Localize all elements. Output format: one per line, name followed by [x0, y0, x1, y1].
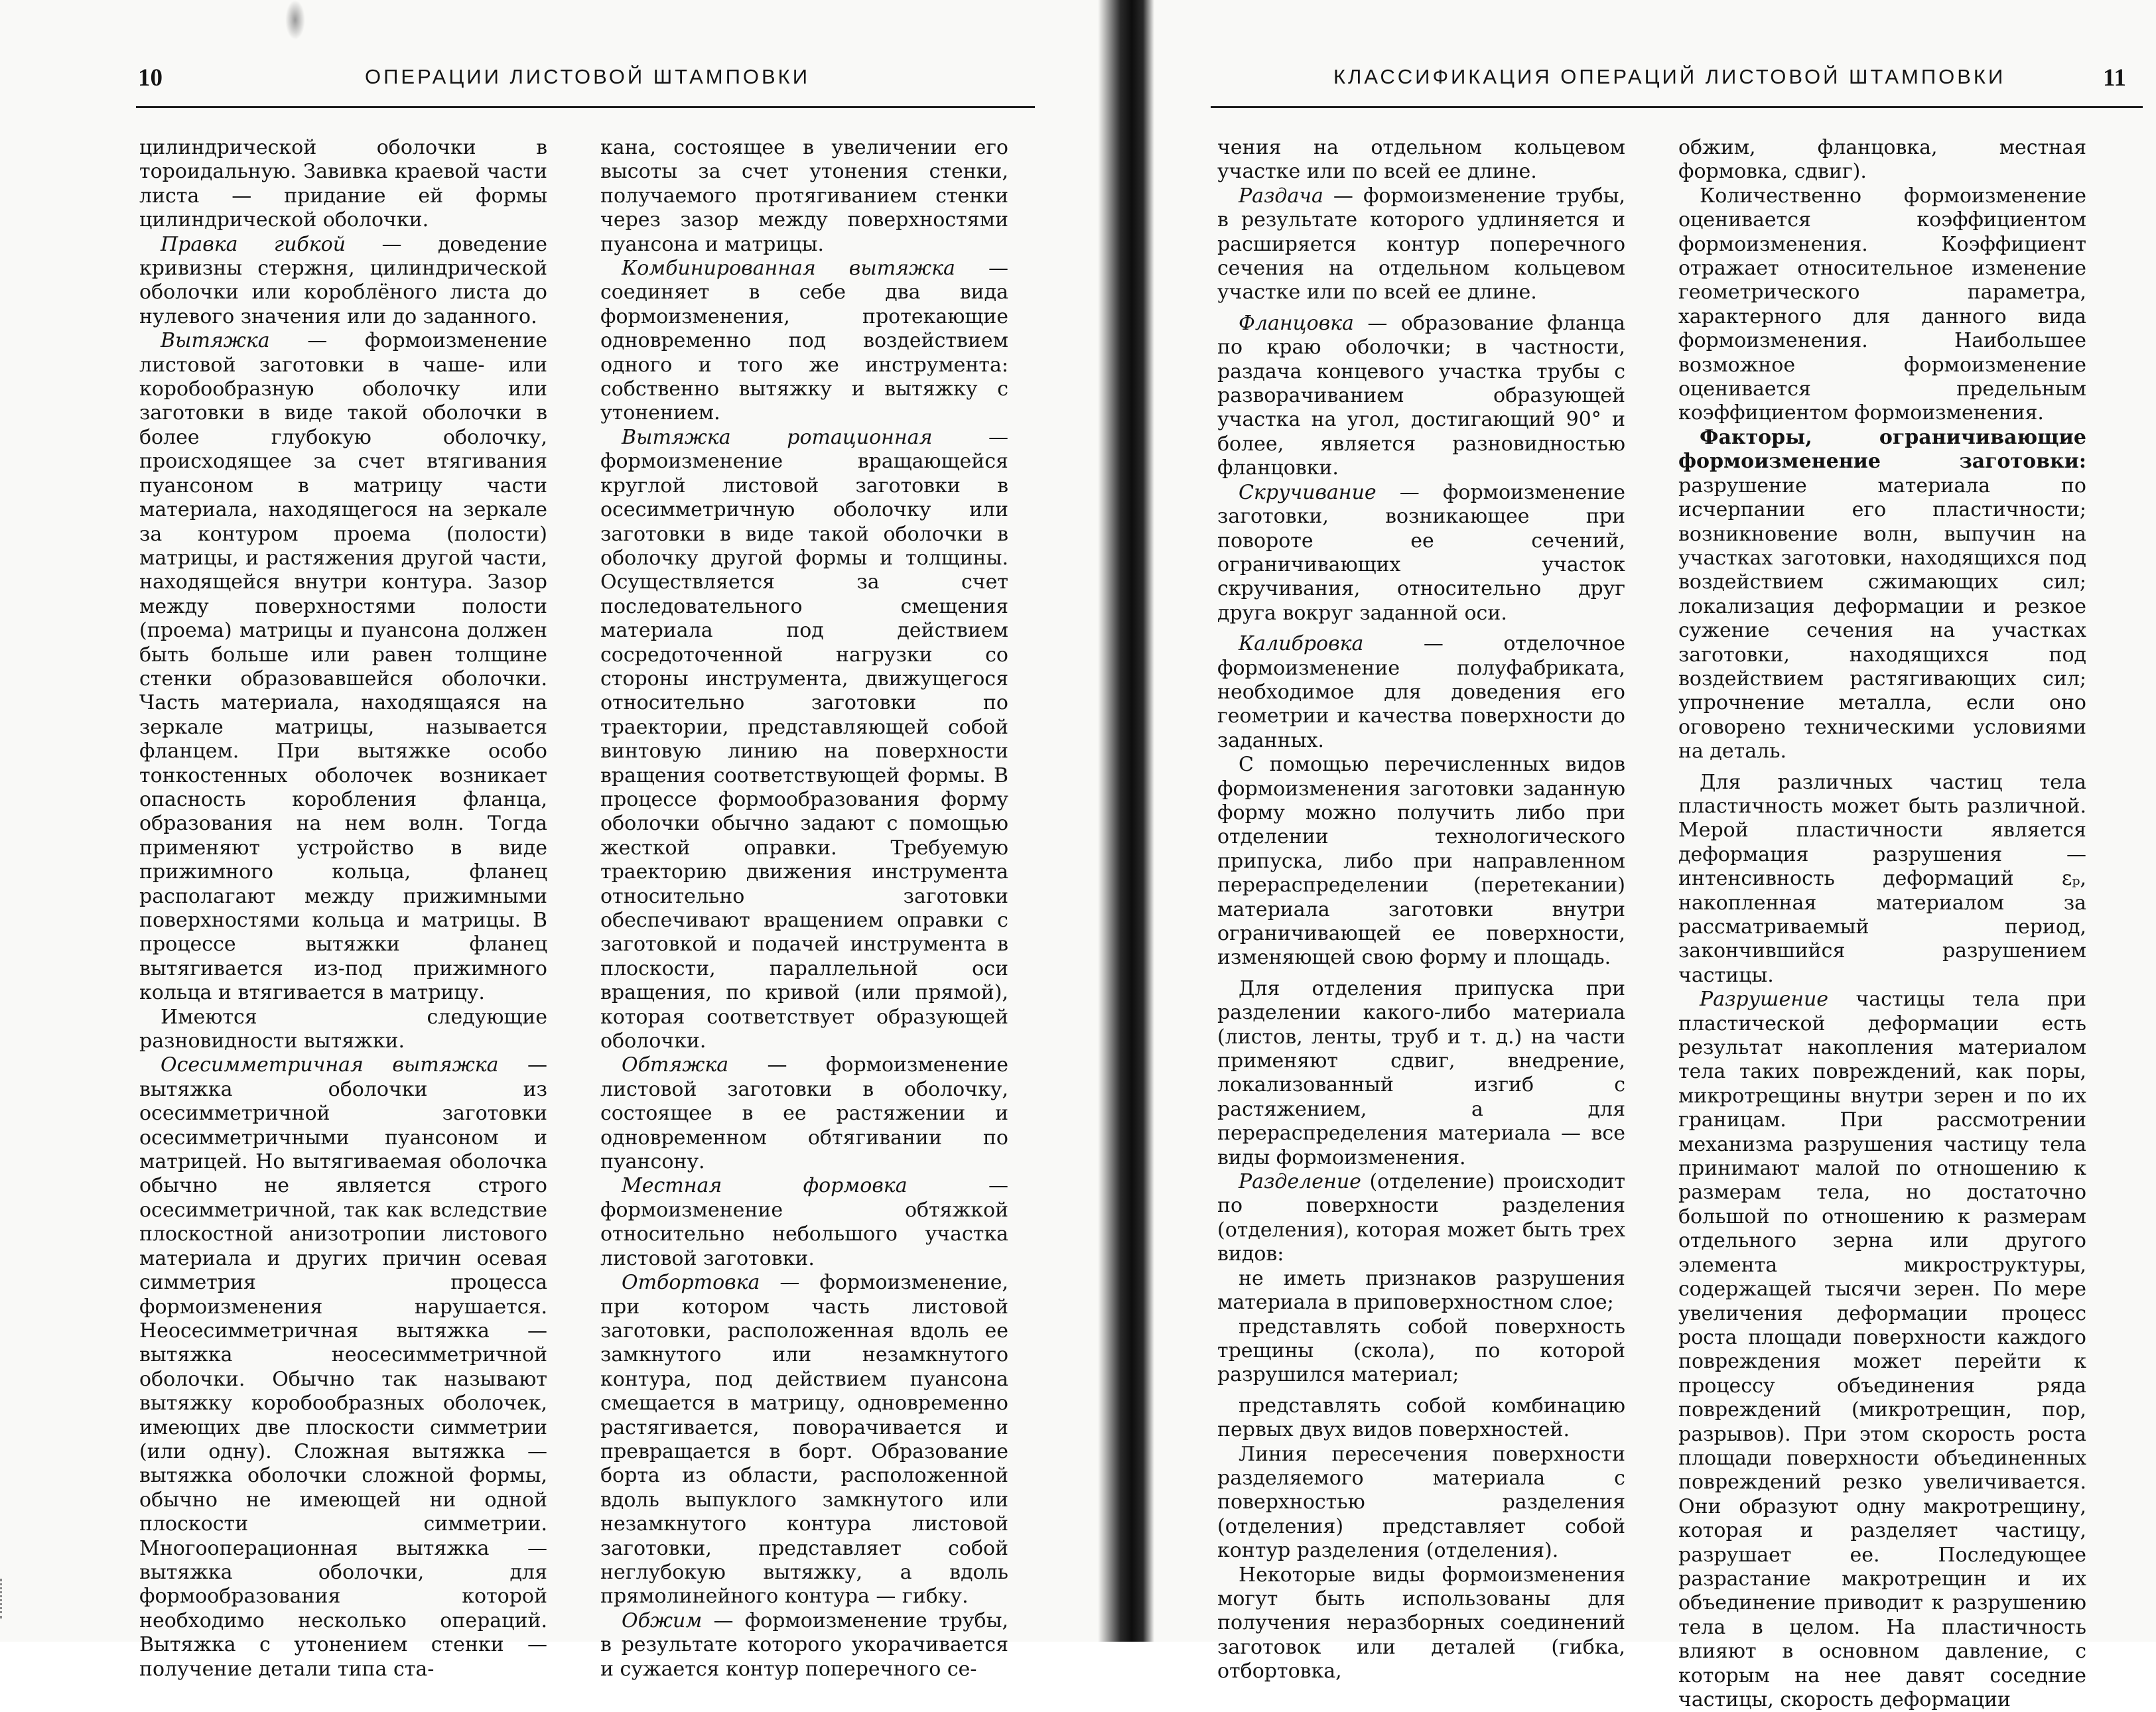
paragraph — [1217, 977, 1625, 1170]
term-italic: Отбортовка — [622, 1271, 760, 1295]
paragraph-text: — вытяжка оболочки из осесимметричной заготовки осесимметричными пуансоном и матрицей. Но вытягиваемая оболочка обычно не является строго осесимметричной, так как вследствие плоскостной анизотропии листового материала и других причин осевая симметрия процесса формоизменения нарушается. Неосесимметричная вытяжка — вытяжка неосесимметричной оболочки. Обычно так называют вытяжку коробообразных оболочек, имеющих две плоскости симметрии (или одну). Сложная вытяжка — вытяжка оболочки сложной формы, обычно не имеющей ни одной плоскости симметрии. Многооперационная вытяжка — вытяжка оболочки, для формообразования которой необходимо несколько операций. Вытяжка с утонением стенки — получение детали типа ста- — [139, 1053, 547, 1681]
term-italic: Раздача — [1239, 184, 1323, 208]
paragraph — [139, 1006, 547, 1054]
right-page-number: 11 — [2103, 64, 2126, 92]
paragraph-text: обжим, фланцовка, местная формовка, сдвиг). — [1678, 136, 2086, 184]
continued-paragraph — [139, 136, 547, 233]
paragraph-text: — формоизменение листовой заготовки в чаше- или коробообразную оболочку или заготовки в виде такой оболочки в более глубокую оболочку, происходящее за счет втягивания пуансоном в матрицу части материала, находящегося на зеркале за контуром проема (полости) матрицы, и растяжения другой части, находящейся внутри контура. Зазор между поверхностями полости (проема) матрицы и пуансона должен быть больше или равен толщине стенки образовавшейся оболочки. Часть материала, находящаяся на зеркале матрицы, называется фланцем. При вытяжке особо тонкостенных оболочек возникает опасность коробления фланца, образования на нем волн. Тогда применяют устройство в виде прижимного кольца, фланец располагают между прижимными поверхностями кольца и матрицы. В процессе вытяжки фланец вытягивается из-под прижимного кольца и втягивается в матрицу. — [139, 329, 547, 1005]
paragraph-text: — формоизменение трубы, в результате которого удлиняется и расширяется контур поперечного сечения на отдельном кольцевом участке или по всей ее длине. — [1217, 184, 1625, 304]
paragraph-text: — формоизменение вращающейся круглой листовой заготовки в осесимметричную оболочку или заготовки в виде такой оболочки в оболочку другой формы и толщины. Осуществляется за счет последовательного смещения материала под действием сосредоточенной нагрузки со стороны инструмента, движущегося относительно заготовки по траектории, представляющей собой винтовую линию на поверхности вращения соответствующей формы. В процессе формообразования форму оболочки обычно задают с помощью жесткой оправки. Требуемую траекторию движения инструмента относительно заготовки обеспечивают вращением оправки с заготовкой и подачей инструмента в плоскости, параллельной оси вращения, по кривой (или прямой), которая соответствует образующей оболочки. — [600, 425, 1008, 1053]
paragraph — [1217, 1267, 1625, 1315]
term-italic: Разделение — [1239, 1170, 1361, 1194]
right-column-1 — [1217, 136, 1625, 1683]
paragraph-text: — образование фланца по краю оболочки; в частности, раздача концевого участка трубы с разворачиванием образующей участка на угол, достигающий 90° и более, является разновидностью фланцовки. — [1217, 311, 1625, 480]
paragraph-text: Имеются следующие разновидности вытяжки. — [139, 1005, 547, 1053]
paragraph — [139, 329, 547, 1005]
paragraph — [139, 1053, 547, 1681]
right-page — [1154, 0, 2156, 1711]
term-italic: Скручивание — [1239, 480, 1377, 504]
paragraph-text: разрушение материала по исчерпании его пластичности; возникновение волн, выпучин на участках заготовки, находящихся под воздействием сжимающих сил; локализация деформации и резкое сужение сечения на участках заготовки, находящихся под воздействием растягивающих сил; упрочнение металла, если оно оговорено техническими условиями на деталь. — [1678, 474, 2086, 763]
left-header-rule — [136, 106, 1035, 108]
term-italic: Обжим — [622, 1609, 703, 1632]
paragraph — [600, 1271, 1008, 1609]
paragraph — [1678, 771, 2086, 988]
paragraph-text: Некоторые виды формоизменения могут быть использованы для получения неразборных соединений заготовок или деталей (гибка, отбортовка, — [1217, 1563, 1625, 1683]
paragraph-text: Линия пересечения поверхности разделяемого материала с поверхностью разделения (отделения) представляет собой контур разделения (отделения). — [1217, 1442, 1625, 1563]
term-italic: Вытяжка — [161, 329, 270, 353]
paragraph — [1217, 1563, 1625, 1684]
paragraph-text: чения на отдельном кольцевом участке или по всей ее длине. — [1217, 136, 1625, 184]
paragraph-text: представлять собой комбинацию первых двух видов поверхностей. — [1217, 1394, 1625, 1442]
scan-edge-marks — [0, 1579, 4, 1618]
paragraph-text: кана, состоящее в увеличении его высоты за счет утонения стенки, получаемого протягиванием стенки через зазор между поверхностями пуансона и матрицы. — [600, 136, 1008, 256]
paragraph-text: — формоизменение, при котором часть листовой заготовки, расположенная вдоль ее замкнутого или незамкнутого контура, под действием пуансона смещается в матрицу, одновременно растягивается, поворачивается и превращается в борт. Образование борта из области, расположенной вдоль выпуклого замкнутого или незамкнутого контура листовой заготовки, представляет собой неглубокую вытяжку, а вдоль прямолинейного контура — гибку. — [600, 1271, 1008, 1609]
paragraph — [1217, 1443, 1625, 1563]
paragraph-text: частицы тела при пластической деформации есть результат накопления материалом тела таких повреждений, как поры, микротрещины внутри зерен и по их границам. При рассмотрении механизма разрушения частицу тела принимают малой по отношению к размерам тела, но достаточно большой по отношению к размерам отдельного зерна или другого элемента микроструктуры, содержащей тысячи зерен. По мере увеличения деформации процесс роста площади поверхности каждого повреждения может перейти к процессу объединения ряда повреждений (микротрещин, пор, разрывов). При этом скорость роста площади поверхности объединенных повреждений резко увеличивается. Они образуют одну макротрещину, которая и разделяет частицу, разрушает ее. Последующее разрастание макротрещин и их объединение приводит к разрушению тела в целом. На пластичность влияют в основном давление, с которым на нее давят соседние частицы, скорость деформации — [1678, 988, 2086, 1711]
paragraph-text: Для отделения припуска при разделении какого-либо материала (листов, ленты, труб и т. д.) на части применяют сдвиг, внедрение, локализованный изгиб с растяжением, а для перераспределения материала — все виды формоизменения. — [1217, 976, 1625, 1169]
paragraph — [600, 1053, 1008, 1174]
continued-paragraph — [1217, 136, 1625, 184]
paragraph — [600, 257, 1008, 426]
paragraph-text: — соединяет в себе два вида формоизменения, протекающие одновременно под воздействием одного и того же инструмента: собственно вытяжку и вытяжку с утонением. — [600, 257, 1008, 425]
paragraph-text: — формоизменение трубы, в результате которого укорачивается и сужается контур поперечного се- — [600, 1609, 1008, 1681]
paragraph — [600, 426, 1008, 1054]
term-italic: Фланцовка — [1239, 311, 1354, 335]
paragraph-text: — доведение кривизны стержня, цилиндрической оболочки или короблёного листа до нулевого значения или до заданного. — [139, 232, 548, 328]
right-header-rule — [1211, 106, 2143, 108]
paragraph-text: (отделение) происходит по поверхности разделения (отделения), которая может быть трех видов: — [1217, 1170, 1625, 1266]
term-italic: Правка гибкой — [161, 232, 346, 256]
paragraph — [1217, 184, 1625, 305]
left-running-head: ОПЕРАЦИИ ЛИСТОВОЙ ШТАМПОВКИ — [365, 65, 810, 88]
paragraph-text: С помощью перечисленных видов формоизменения заготовки заданную форму можно получить либо при отделении технологического припуска, либо при направленном перераспределении (перетекании) материала заготовки внутри ограничивающей ее поверхности, изменяющей свою форму и площадь. — [1217, 753, 1625, 970]
paragraph — [1217, 1315, 1625, 1388]
paragraph — [600, 1174, 1008, 1271]
term-italic: Обтяжка — [622, 1053, 729, 1077]
paragraph-text: Количественно формоизменение оценивается коэффициентом формоизменения. Коэффициент отражает относительное изменение геометрического параметра, характерного для данного вида формоизменения. Наибольшее возможное формоизменение оценивается предельным коэффициентом формоизменения. — [1678, 184, 2086, 425]
paragraph — [1217, 753, 1625, 970]
book-gutter — [1098, 0, 1154, 1642]
paragraph-text: — формоизменение заготовки, возникающее при повороте ее сечений, ограничивающих участок скручивания, относительно друг друга вокруг заданной оси. — [1217, 480, 1625, 625]
right-column-2 — [1678, 136, 2086, 1711]
term-bold: Факторы, ограничивающие формоизменение заготовки: — [1678, 425, 2086, 474]
paragraph — [1217, 1394, 1625, 1443]
paragraph-text: — отделочное формоизменение полуфабриката, необходимое для доведения его геометрии и качества поверхности до заданных. — [1217, 632, 1625, 752]
paragraph — [1678, 988, 2086, 1712]
paragraph-text: — формоизменение обтяжкой относительно небольшого участка листовой заготовки. — [600, 1174, 1008, 1270]
paragraph-text: — формоизменение листовой заготовки в оболочку, состоящее в ее растяжении и одновременном обтягивании по пуансону. — [600, 1053, 1008, 1174]
continued-paragraph — [1678, 136, 2086, 184]
paragraph — [1217, 632, 1625, 753]
paragraph-text: представлять собой поверхность трещины (скола), по которой разрушился материал; — [1217, 1315, 1625, 1387]
paragraph-text: цилиндрической оболочки в тороидальную. Завивка краевой части листа — придание ей формы цилиндрической оболочки. — [139, 136, 547, 232]
term-italic: Комбинированная вытяжка — [622, 257, 955, 281]
paragraph-text: не иметь признаков разрушения материала в приповерхностном слое; — [1217, 1266, 1625, 1315]
paragraph — [1678, 184, 2086, 426]
scan-smudge — [285, 0, 305, 40]
paragraph-text: Для различных частиц тела пластичность может быть различной. Мерой пластичности является деформация разрушения — интенсивность деформаций εₚ, накопленная материалом за рассматриваемый период, закончившийся разрушением частицы. — [1678, 770, 2086, 987]
paragraph — [1678, 426, 2086, 764]
paragraph — [139, 233, 547, 330]
paragraph — [1217, 481, 1625, 626]
paragraph — [1217, 1170, 1625, 1267]
term-italic: Калибровка — [1239, 632, 1364, 656]
term-italic: Разрушение — [1700, 988, 1829, 1012]
term-italic: Местная формовка — [622, 1174, 908, 1198]
term-italic: Вытяжка ротационная — [622, 425, 933, 449]
paragraph — [1217, 312, 1625, 481]
left-column-1 — [139, 136, 548, 1681]
paragraph — [600, 1609, 1008, 1681]
left-page-number: 10 — [138, 64, 163, 92]
term-italic: Осесимметричная вытяжка — [161, 1053, 499, 1077]
right-running-head: КЛАССИФИКАЦИЯ ОПЕРАЦИЙ ЛИСТОВОЙ ШТАМПОВКИ — [1333, 65, 2006, 88]
continued-paragraph — [600, 136, 1008, 257]
left-column-2 — [600, 136, 1008, 1681]
